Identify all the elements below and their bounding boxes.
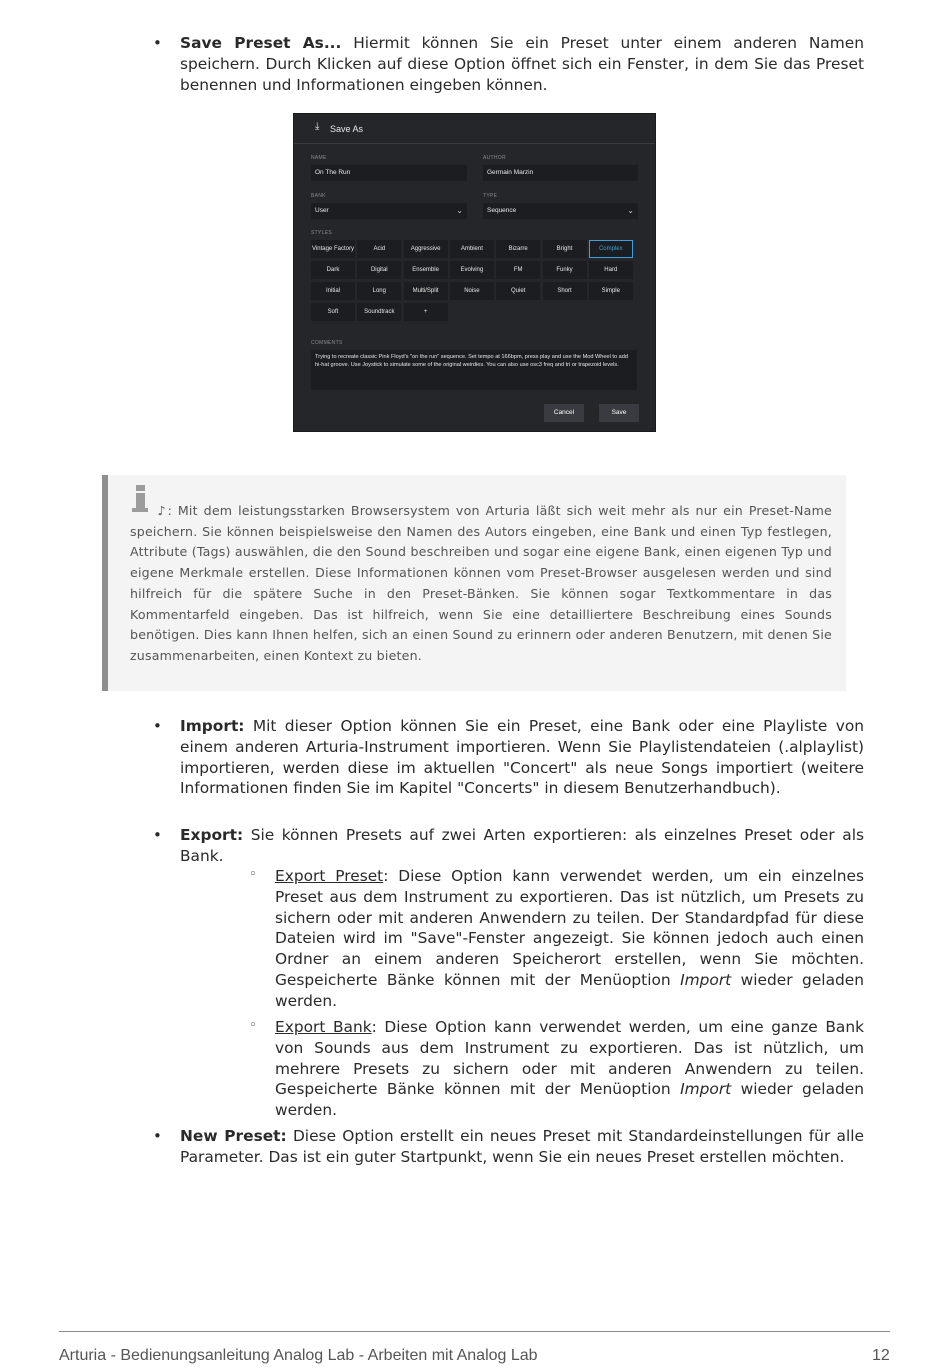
sub-export-bank: [249, 1017, 864, 1121]
export-bank-text-end: wieder geladen werden.: [275, 1080, 864, 1120]
sub-export-preset: [249, 866, 864, 1012]
name-field[interactable]: [311, 165, 467, 181]
save-preset-as-text: Hiermit können Sie ein Preset unter einem anderen Namen speichern. Durch Klicken auf diese Option öffnet sich ein Fenster, in dem Sie das Preset benennen und Informationen eingeben können.: [180, 34, 864, 94]
download-icon: ⤓: [315, 121, 320, 132]
style-tag[interactable]: Complex: [589, 240, 633, 258]
note-symbol: ♪: [156, 503, 168, 518]
export-preset-text: : Diese Option kann verwendet werden, um ein einzelnes Preset aus dem Instrument zu exportieren. Das ist nützlich, um Presets zu sichern oder mit anderen Anwendern zu teilen. Der Standardpfad für diese Dateien wird im "Save"-Fenster angezeigt. Sie können jedoch auch einen Ordner an einem anderen Speicherort erstellen, wenn Sie möchten. Gespeicherte Bänke können mit der Menüoption: [275, 867, 864, 989]
author-label: AUTHOR: [483, 155, 506, 161]
style-tag[interactable]: Funky: [543, 261, 587, 279]
dialog-title: Save As: [330, 124, 364, 134]
bullet-dot: •: [153, 34, 162, 52]
style-tag[interactable]: Long: [357, 282, 401, 300]
sub-bullet: ◦: [249, 867, 257, 882]
sub-bullet: ◦: [249, 1018, 257, 1033]
term-save-preset-as: Save Preset As...: [180, 34, 342, 52]
style-tag[interactable]: Soft: [311, 303, 355, 321]
style-tag[interactable]: Ensemble: [404, 261, 448, 279]
term-export-preset: Export Preset: [275, 867, 384, 885]
dialog-header: [294, 114, 655, 144]
name-value: On The Run: [315, 169, 351, 176]
style-tag[interactable]: Bright: [543, 240, 587, 258]
cancel-button[interactable]: Cancel: [544, 404, 584, 422]
chevron-down-icon: ⌄: [627, 206, 634, 215]
export-bank-text: : Diese Option kann verwendet werden, um eine ganze Bank von Sounds aus dem Instrument zu exportieren. Das ist nützlich, um mehrere Presets zu sichern oder mit anderen Anwendern zu teilen. Gespeicherte Bänke können mit der Menüoption: [275, 1018, 864, 1099]
import-italic: Import: [680, 970, 732, 989]
footer-title: Arturia - Bedienungsanleitung Analog Lab - Arbeiten mit Analog Lab: [59, 1347, 538, 1364]
bullet-save-preset-as: [153, 33, 864, 95]
style-tag[interactable]: Simple: [589, 282, 633, 300]
export-preset-text-end: wieder geladen werden.: [275, 970, 864, 1010]
footer-divider: [59, 1331, 890, 1332]
term-export: Export:: [180, 826, 244, 844]
chevron-down-icon: ⌄: [456, 206, 463, 215]
save-button[interactable]: Save: [599, 404, 639, 422]
bank-value: User: [315, 207, 329, 214]
info-box: [102, 475, 846, 691]
style-tag[interactable]: Soundtrack: [357, 303, 401, 321]
type-label: TYPE: [483, 193, 498, 199]
style-tag[interactable]: Noise: [450, 282, 494, 300]
bullet-export: [153, 825, 864, 867]
style-tag[interactable]: Evolving: [450, 261, 494, 279]
new-preset-text: Diese Option erstellt ein neues Preset mit Standardeinstellungen für alle Parameter. Das ist ein guter Startpunkt, wenn Sie ein neues Preset erstellen möchten.: [180, 1127, 864, 1166]
term-new-preset: New Preset:: [180, 1127, 287, 1145]
export-text: Sie können Presets auf zwei Arten exportieren: als einzelnes Preset oder als Bank.: [180, 826, 864, 865]
term-export-bank: Export Bank: [275, 1018, 372, 1036]
style-tag[interactable]: Hard: [589, 261, 633, 279]
style-tag[interactable]: Quiet: [496, 282, 540, 300]
author-value: Germain Marzin: [487, 169, 534, 176]
type-select[interactable]: [483, 203, 638, 219]
bank-select[interactable]: [311, 203, 467, 219]
styles-label: STYLES: [311, 230, 332, 236]
style-tag[interactable]: Digital: [357, 261, 401, 279]
save-as-dialog-screenshot: [293, 113, 656, 432]
import-italic: Import: [680, 1080, 732, 1099]
info-body: : Mit dem leistungsstarken Browsersystem von Arturia läßt sich weit mehr als nur ein Preset-Name speichern. Sie können beispielsweise den Namen des Autors eingeben, eine Bank und einen Typ festlegen, Attribute (Tags) auswählen, die den Sound beschreiben und sogar eine eigene Bank, einen eigenen Typ und eigene Merkmale erstellen. Diese Informationen können vom Preset-Browser ausgelesen werden und sind hilfreich für die spätere Suche in den Preset-Bänken. Sie können sogar Textkommentare in das Kommentarfeld eingeben. Das ist hilfreich, wenn Sie eine detailliertere Beschreibung eines Sounds benötigen. Dies kann Ihnen helfen, sich an einen Sound zu erinnern oder anderen Benutzern, mit denen Sie zusammenarbeiten, einen Kontext zu bieten.: [130, 503, 832, 663]
term-import: Import:: [180, 717, 245, 735]
style-tag[interactable]: Aggressive: [404, 240, 448, 258]
style-tag[interactable]: Vintage Factory: [311, 240, 355, 258]
style-tag[interactable]: Ambient: [450, 240, 494, 258]
bullet-new-preset: [153, 1126, 864, 1168]
import-text: Mit dieser Option können Sie ein Preset, eine Bank oder eine Playliste von einem anderen Arturia-Instrument importieren. Wenn Sie Playlistendateien (.alplaylist) importieren, werden diese im aktuellen "Concert" als neue Songs importiert (weitere Informationen finden Sie im Kapitel "Concerts" in diesem Benutzerhandbuch).: [180, 717, 864, 798]
style-tag[interactable]: Dark: [311, 261, 355, 279]
bullet-dot: •: [153, 1127, 162, 1145]
bullet-dot: •: [153, 717, 162, 735]
style-tag[interactable]: Acid: [357, 240, 401, 258]
bank-label: BANK: [311, 193, 326, 199]
style-tag[interactable]: Short: [543, 282, 587, 300]
type-value: Sequence: [487, 207, 517, 214]
name-label: NAME: [311, 155, 327, 161]
comments-label: COMMENTS: [311, 340, 343, 346]
comments-field[interactable]: Trying to recreate classic Pink Floyd's "on the run" sequence. Set tempo at 166bpm, press play and use the Mod Wheel to add hi-hat groove. Use Joystick to simulate some of the original weirdies. You can also use osc3 freq and tri or trapezoid levels.: [311, 350, 637, 390]
style-tag[interactable]: FM: [496, 261, 540, 279]
page-number: 12: [872, 1347, 890, 1364]
bullet-dot: •: [153, 826, 162, 844]
bullet-import: [153, 716, 864, 799]
style-tag[interactable]: Initial: [311, 282, 355, 300]
info-text: [130, 501, 832, 667]
style-tag[interactable]: Multi/Split: [404, 282, 448, 300]
style-tag[interactable]: Bizarre: [496, 240, 540, 258]
author-field[interactable]: [483, 165, 638, 181]
style-tag[interactable]: +: [404, 303, 448, 321]
